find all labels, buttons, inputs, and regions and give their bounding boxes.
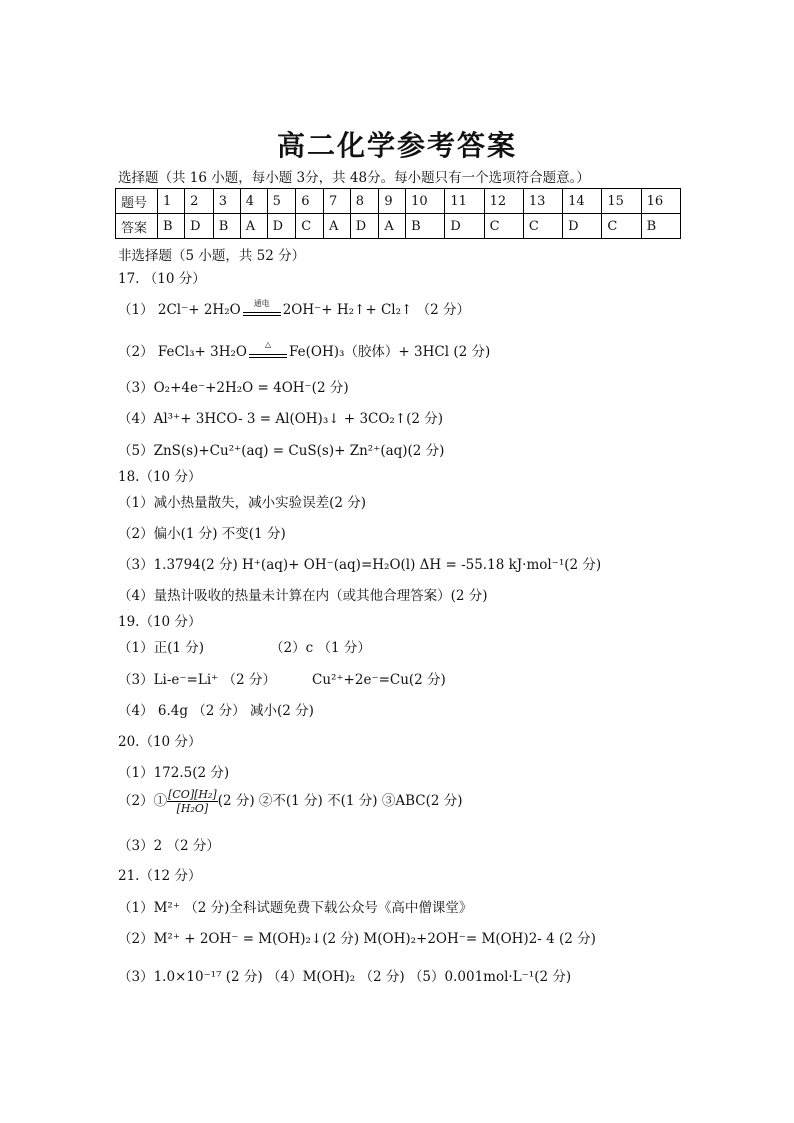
q-number: 2 [185,189,214,214]
q-number: 13 [523,189,562,214]
answer-cell: D [350,214,379,239]
condition-label: △ [264,339,272,349]
question-number-row [116,189,681,214]
q-number: 8 [350,189,379,214]
row-label-answer: 答案 [116,214,158,239]
row-label-question: 题号 [116,189,158,214]
q17-line-2 [118,340,490,360]
mc-intro: 选择题（共 16 小题，每小题 3分，共 48分。每小题只有一个选项符合题意。） [118,170,590,186]
q17-line-3: （3）O₂+4e⁻+2H₂O = 4OH⁻(2 分) [118,380,349,396]
q17-l2-products: Fe(OH)₃（胶体）+ 3HCl (2 分) [289,344,491,360]
answer-cell: D [185,214,214,239]
q-number: 11 [445,189,484,214]
answer-cell: C [484,214,523,239]
q-number: 10 [406,189,445,214]
q-number: 7 [323,189,350,214]
q17-heading: 17. （10 分） [118,271,206,287]
answer-cell: B [406,214,445,239]
page-title: 高二化学参考答案 [276,129,517,162]
q21-heading: 21.（12 分） [118,868,202,884]
answer-cell: A [323,214,350,239]
q-number: 1 [158,189,185,214]
q18-line-3: （3）1.3794(2 分) H⁺(aq)+ OH⁻(aq)=H₂O(l) ΔH = -55.18 kJ·mol⁻¹(2 分) [118,557,602,573]
answer-cell: D [267,214,296,239]
q20-heading: 20.（10 分） [118,734,202,750]
q17-l1-products: 2OH⁻+ H₂↑+ Cl₂↑ （2 分） [282,302,470,318]
fraction-numerator: [CO][H₂] [168,788,217,801]
q-number: 5 [267,189,296,214]
q17-l1-reactants: （1） 2Cl⁻+ 2H₂O [118,302,241,318]
reaction-condition-arrow [249,339,287,360]
answer-cell: D [563,214,602,239]
q17-l2-reactants: （2） FeCl₃+ 3H₂O [118,344,248,360]
q20-line-3: （3）2 （2 分） [118,838,220,854]
fraction-denominator: [H₂O] [176,802,209,815]
q-number: 3 [213,189,240,214]
q19-heading: 19.（10 分） [118,614,202,630]
q-number: 16 [641,189,680,214]
q-number: 12 [484,189,523,214]
q20-l2-suffix: (2 分) ②不(1 分) 不(1 分) ③ABC(2 分) [217,793,463,809]
q20-line-1: （1）172.5(2 分) [118,765,230,781]
equilibrium-constant-fraction [167,788,218,815]
answer-cell: B [158,214,185,239]
q17-line-5: （5）ZnS(s)+Cu²⁺(aq) = CuS(s)+ Zn²⁺(aq)(2 分) [118,443,445,459]
q19-line-2a: （3）Li-e⁻=Li⁺ （2 分） [118,672,276,688]
q21-line-2: （2）M²⁺ + 2OH⁻ = M(OH)₂↓(2 分) M(OH)₂+2OH⁻= M(OH)2- 4 (2 分) [118,931,596,947]
answer-cell: D [445,214,484,239]
q19-line-2b: Cu²⁺+2e⁻=Cu(2 分) [312,672,446,688]
q-number: 9 [379,189,406,214]
q19-line-1a: （1）正(1 分) [118,640,205,656]
q18-line-2: （2）偏小(1 分) 不变(1 分) [118,526,286,542]
q18-line-4: （4）量热计吸收的热量未计算在内（或其他合理答案）(2 分) [118,588,488,604]
q-number: 6 [296,189,324,214]
q18-line-1: （1）减小热量散失，减小实验误差(2 分) [118,495,367,511]
answer-cell: C [296,214,324,239]
q17-line-1 [118,298,470,318]
q19-line-3: （4） 6.4g （2 分） 减小(2 分) [118,703,314,719]
answer-cell: C [523,214,562,239]
q19-line-1b: （2）c （1 分） [270,640,371,656]
nonmc-intro: 非选择题（5 小题，共 52 分） [118,248,306,264]
q-number: 15 [602,189,641,214]
q18-heading: 18.（10 分） [118,469,202,485]
answer-cell: A [240,214,267,239]
answer-cell: B [213,214,240,239]
q20-l2-prefix: （2）① [118,793,168,809]
answer-cell: C [602,214,641,239]
answer-table [115,188,681,239]
q-number: 4 [240,189,267,214]
q20-line-2 [118,788,462,815]
q17-line-4: （4）Al³⁺+ 3HCO- 3 = Al(OH)₃↓ + 3CO₂↑(2 分) [118,411,444,427]
q21-line-1: （1）M²⁺ （2 分)全科试题免费下载公众号《高中僧课堂》 [118,900,473,916]
q21-line-3: （3）1.0×10⁻¹⁷ (2 分) （4）M(OH)₂ （2 分) （5）0.001mol·L⁻¹(2 分) [118,969,572,985]
q-number: 14 [563,189,602,214]
answer-cell: A [379,214,406,239]
reaction-condition-arrow [243,298,281,318]
answer-row [116,214,681,239]
condition-label: 通电 [253,298,270,308]
answer-cell: B [641,214,680,239]
